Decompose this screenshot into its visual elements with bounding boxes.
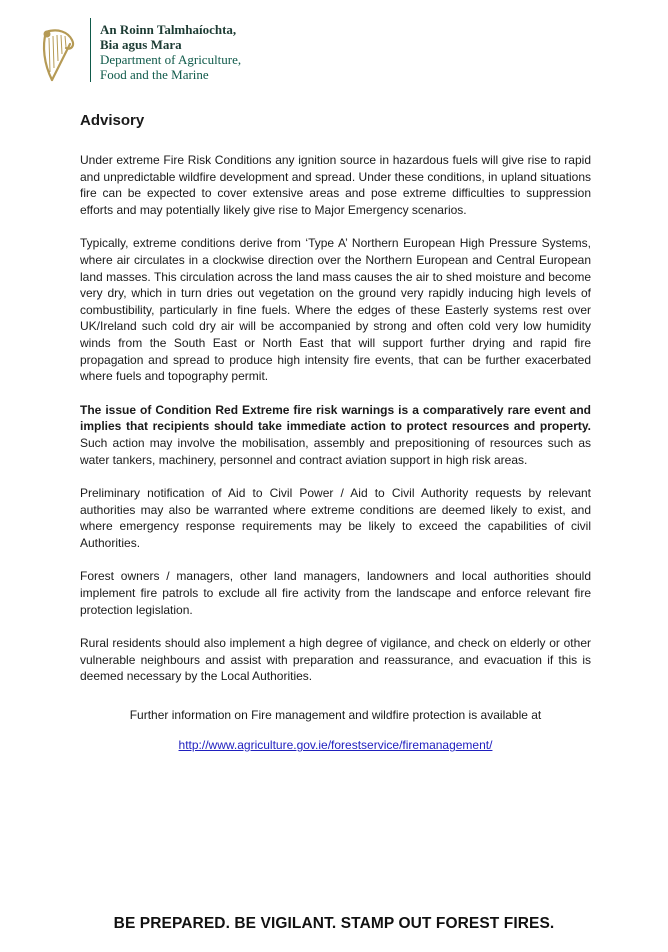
- footer-slogan: BE PREPARED. BE VIGILANT. STAMP OUT FOREST FIRES.: [113, 915, 555, 932]
- advisory-paragraph-2: Typically, extreme conditions derive from ‘Type A’ Northern European High Pressure Systems, where air circulates in a clockwise direction over the Northern European and Central European land masses. This circulation across the land mass causes the air to shed moisture and become very dry, which in turn dries out vegetation on the ground very rapidly inducing high levels of combustibility, particularly in fine fuels. Where the edges of these Easterly systems rest over UK/Ireland such cold dry air will be accompanied by strong and often cold very low humidity winds from the South East or North East that will support further drying and rapid fire propagation and spread to produce high intensity fire events, that can be further exacerbated where fuels and topography permit.: [80, 236, 591, 384]
- header-divider: [90, 18, 91, 82]
- advisory-content: [80, 112, 591, 752]
- department-name-english-1: Department of Agriculture,: [100, 52, 242, 67]
- advisory-paragraph-3: [80, 402, 591, 468]
- department-name-irish-2: Bia agus Mara: [100, 37, 182, 52]
- advisory-paragraph-1: Under extreme Fire Risk Conditions any ignition source in hazardous fuels will give rise to rapid and unpredictable wildfire development and spread. Under these conditions, in upland situations fire can be expected to cover extensive areas and pose extreme difficulties to suppression efforts and may potentially likely give rise to Major Emergency scenarios.: [80, 153, 591, 217]
- advisory-paragraph-5: Forest owners / managers, other land managers, landowners and local authorities should implement fire patrols to exclude all fire activity from the landscape and enforce relevant fire protection legislation.: [80, 569, 591, 617]
- advisory-paragraph-3-bold: The issue of Condition Red Extreme fire risk warnings is a comparatively rare event and implies that recipients should take immediate action to protect resources and property.: [80, 402, 591, 434]
- advisory-paragraph-4: Preliminary notification of Aid to Civil Power / Aid to Civil Authority requests by relevant authorities may also be warranted where extreme conditions are deemed likely to exist, and where emergency response requirements may be likely to exceed the capabilities of civil Authorities.: [80, 486, 591, 550]
- advisory-paragraph-3-rest: Such action may involve the mobilisation, assembly and prepositioning of resources such as water tankers, machinery, personnel and contract aviation support in high risk areas.: [80, 435, 591, 467]
- further-info-text: Further information on Fire management and wildfire protection is available at: [129, 708, 542, 723]
- advisory-paragraph-6: Rural residents should also implement a high degree of vigilance, and check on elderly or other vulnerable neighbours and assist with preparation and reassurance, and evacuation if this is deemed necessary by the Local Authorities.: [80, 636, 591, 684]
- advisory-title: Advisory: [80, 112, 145, 129]
- department-name-irish-1: An Roinn Talmhaíochta,: [100, 22, 237, 37]
- fire-management-link[interactable]: http://www.agriculture.gov.ie/forestservice/firemanagement/: [178, 738, 493, 753]
- harp-icon: [38, 26, 78, 84]
- department-name: [100, 22, 241, 82]
- department-header: [38, 18, 241, 84]
- department-name-english-2: Food and the Marine: [100, 67, 209, 82]
